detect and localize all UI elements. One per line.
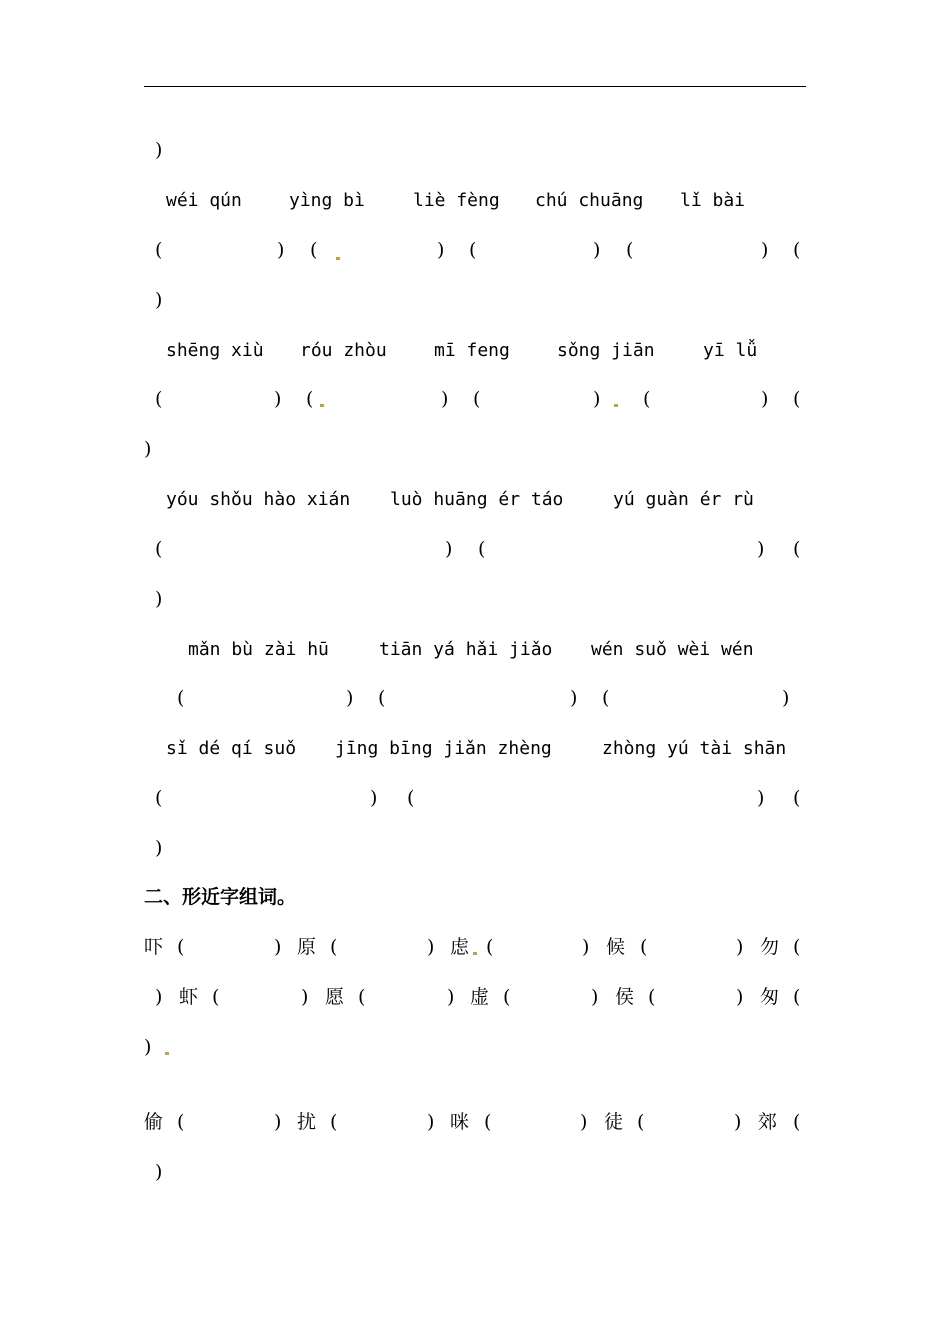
pinyin-sheng-xiu: shēng xiù xyxy=(166,340,264,361)
answer-open: ( xyxy=(793,986,801,1008)
answer-close: ) xyxy=(370,787,378,809)
char-hou2: 侯 xyxy=(615,986,635,1008)
pinyin-zhong-yu-tai-shan: zhòng yú tài shān xyxy=(602,738,787,759)
pinyin-tian-ya-hai-jiao: tiān yá hǎi jiǎo xyxy=(379,639,553,660)
answer-open: ( xyxy=(473,388,481,410)
paren-close: ) xyxy=(155,139,163,161)
answer-open: ( xyxy=(212,986,220,1008)
answer-close: ) xyxy=(580,1111,588,1133)
pinyin-chu-chuang: chú chuāng xyxy=(535,190,644,211)
char-rao: 扰 xyxy=(297,1111,317,1133)
answer-open: ( xyxy=(793,388,801,410)
answer-close: ) xyxy=(346,687,354,709)
answer-close: ) xyxy=(761,388,769,410)
answer-open: ( xyxy=(637,1111,645,1133)
answer-close: ) xyxy=(761,239,769,261)
answer-open: ( xyxy=(177,936,185,958)
pinyin-man-bu-zai-hu: mǎn bù zài hū xyxy=(188,639,329,660)
answer-open: ( xyxy=(503,986,511,1008)
answer-open: ( xyxy=(330,936,338,958)
answer-close: ) xyxy=(445,538,453,560)
char-yuan2: 愿 xyxy=(325,986,345,1008)
char-lv: 虑 xyxy=(450,936,470,958)
answer-close: ) xyxy=(144,1036,152,1058)
pinyin-li-bai: lǐ bài xyxy=(680,190,746,211)
pinyin-wei-qun: wéi qún xyxy=(166,190,242,211)
header-rule xyxy=(144,86,806,87)
answer-open: ( xyxy=(793,1111,801,1133)
answer-close: ) xyxy=(155,1161,163,1183)
char-cong: 匆 xyxy=(760,986,780,1008)
answer-open: ( xyxy=(793,936,801,958)
answer-open: ( xyxy=(626,239,634,261)
pinyin-yi-lv: yī lǚ xyxy=(703,340,758,361)
answer-open: ( xyxy=(793,538,801,560)
char-tou: 偷 xyxy=(144,1111,164,1133)
answer-open: ( xyxy=(310,239,318,261)
answer-open: ( xyxy=(155,388,163,410)
answer-open: ( xyxy=(478,538,486,560)
answer-close: ) xyxy=(155,837,163,859)
answer-close: ) xyxy=(155,986,163,1008)
answer-close: ) xyxy=(591,986,599,1008)
answer-open: ( xyxy=(358,986,366,1008)
answer-close: ) xyxy=(782,687,790,709)
char-wu: 勿 xyxy=(760,936,780,958)
char-yuan: 原 xyxy=(297,936,317,958)
answer-open: ( xyxy=(407,787,415,809)
answer-close: ) xyxy=(301,986,309,1008)
pinyin-mi-feng: mī feng xyxy=(434,340,510,361)
answer-open: ( xyxy=(155,239,163,261)
answer-close: ) xyxy=(757,538,765,560)
answer-open: ( xyxy=(793,787,801,809)
pinyin-you-shou-hao-xian: yóu shǒu hào xián xyxy=(166,489,351,510)
answer-open: ( xyxy=(177,1111,185,1133)
pinyin-lie-feng: liè fèng xyxy=(413,190,500,211)
mark-dot xyxy=(473,952,477,955)
answer-open: ( xyxy=(486,936,494,958)
pinyin-yu-guan-er-ru: yú guàn ér rù xyxy=(613,489,754,510)
answer-close: ) xyxy=(144,438,152,460)
answer-close: ) xyxy=(734,1111,742,1133)
mark-dot xyxy=(320,404,324,407)
mark-dot xyxy=(336,257,340,260)
answer-close: ) xyxy=(447,986,455,1008)
char-xia2: 虾 xyxy=(179,986,199,1008)
answer-open: ( xyxy=(469,239,477,261)
char-xu: 虚 xyxy=(470,986,490,1008)
char-hou: 候 xyxy=(606,936,626,958)
answer-close: ) xyxy=(155,588,163,610)
answer-open: ( xyxy=(155,538,163,560)
mark-dot xyxy=(614,404,618,407)
answer-close: ) xyxy=(593,388,601,410)
pinyin-ying-bi: yìng bì xyxy=(289,190,365,211)
answer-close: ) xyxy=(277,239,285,261)
answer-open: ( xyxy=(640,936,648,958)
answer-close: ) xyxy=(427,1111,435,1133)
answer-close: ) xyxy=(274,936,282,958)
answer-open: ( xyxy=(378,687,386,709)
answer-close: ) xyxy=(570,687,578,709)
pinyin-song-jian: sǒng jiān xyxy=(557,340,655,361)
section-heading: 二、形近字组词。 xyxy=(144,886,297,908)
answer-close: ) xyxy=(736,936,744,958)
pinyin-rou-zhou: róu zhòu xyxy=(300,340,387,361)
answer-open: ( xyxy=(330,1111,338,1133)
answer-open: ( xyxy=(177,687,185,709)
answer-open: ( xyxy=(793,239,801,261)
answer-close: ) xyxy=(736,986,744,1008)
answer-close: ) xyxy=(274,1111,282,1133)
pinyin-luo-huang-er-tao: luò huāng ér táo xyxy=(390,489,564,510)
answer-close: ) xyxy=(582,936,590,958)
answer-open: ( xyxy=(648,986,656,1008)
answer-open: ( xyxy=(306,388,314,410)
answer-close: ) xyxy=(155,289,163,311)
answer-open: ( xyxy=(484,1111,492,1133)
char-mi: 咪 xyxy=(450,1111,470,1133)
answer-open: ( xyxy=(643,388,651,410)
char-jiao: 郊 xyxy=(758,1111,778,1133)
answer-close: ) xyxy=(274,388,282,410)
pinyin-jing-bing-jian-zheng: jīng bīng jiǎn zhèng xyxy=(335,738,552,759)
answer-open: ( xyxy=(155,787,163,809)
answer-close: ) xyxy=(427,936,435,958)
pinyin-wen-suo-wei-wen: wén suǒ wèi wén xyxy=(591,639,754,660)
answer-close: ) xyxy=(593,239,601,261)
mark-dot xyxy=(165,1052,169,1055)
answer-close: ) xyxy=(757,787,765,809)
char-tu: 徒 xyxy=(604,1111,624,1133)
answer-close: ) xyxy=(441,388,449,410)
answer-close: ) xyxy=(437,239,445,261)
pinyin-si-de-qi-suo: sǐ dé qí suǒ xyxy=(166,738,297,759)
char-xia: 吓 xyxy=(144,936,164,958)
answer-open: ( xyxy=(602,687,610,709)
